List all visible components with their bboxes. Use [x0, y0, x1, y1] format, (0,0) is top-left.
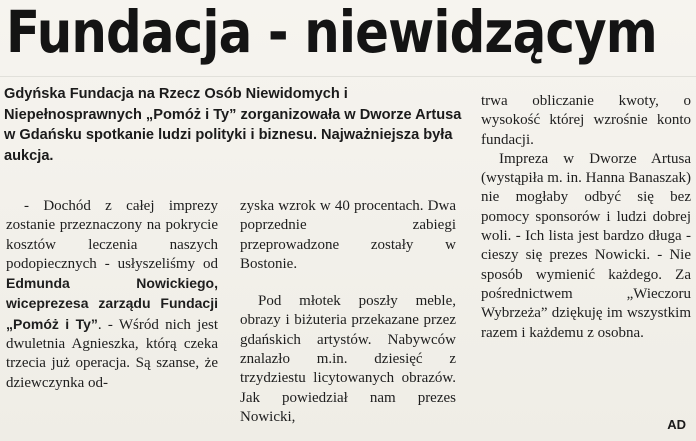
column-1-text-a: - Dochód z całej imprezy zostanie przeznaczony na pokrycie kosztów leczenia naszych podopiecznych - usłyszeliśmy od — [6, 198, 218, 272]
article-headline: Fundacja - niewidzącym — [6, 0, 657, 66]
article-column-2 — [240, 197, 456, 427]
column-2-paragraph-2: Pod młotek poszły meble, obrazy i biżuteria przekazane przez gdańskich artystów. Nabywców znalazło m.in. dziesięć z trzydziestu licytowanych obrazów. Jak powiedział nam prezes Nowicki, — [240, 293, 456, 425]
quoted-person-name: Edmunda Nowickiego, wiceprezesa zarządu Fundacji „Pomóż i Ty” — [6, 275, 218, 332]
article-column-1 — [6, 197, 218, 393]
column-1-text-b: . - Wśród nich jest dwuletnia Agnieszka, którą czeka trzecia już operacja. Są szanse, że dziewczynka od- — [6, 316, 219, 391]
column-1-paragraph — [6, 197, 218, 393]
article-lead: Gdyńska Fundacja na Rzecz Osób Niewidomych i Niepełnosprawnych „Pomóż i Ty” zorganizowała w Dworze Artusa w Gdańsku spotkanie ludzi polityki i biznesu. Najważniejsza była aukcja. — [4, 86, 462, 164]
column-2-paragraph-1: zyska wzrok w 40 procentach. Dwa poprzednie zabiegi przeprowadzone zostały w Bostonie. — [240, 198, 456, 272]
column-3-paragraph-2: Impreza w Dworze Artusa (wystąpiła m. in. Hanna Banaszak) nie mogłaby odbyć się bez pomocy sponsorów i ludzi dobrej woli. - Ich lista jest bardzo długa - cieszy się prezes Nowicki. - Nie sposób wymienić każdego. Za pośrednictwem „Wieczoru Wybrzeża” dziękuję im wszystkim razem i każdemu z osobna. — [481, 150, 691, 341]
column-3-paragraph-1: trwa obliczanie kwoty, o wysokość której wzrośnie konto fundacji. — [481, 93, 691, 148]
headline-divider — [0, 76, 696, 77]
article-column-3 — [481, 92, 691, 343]
author-signature: AD — [667, 417, 686, 432]
